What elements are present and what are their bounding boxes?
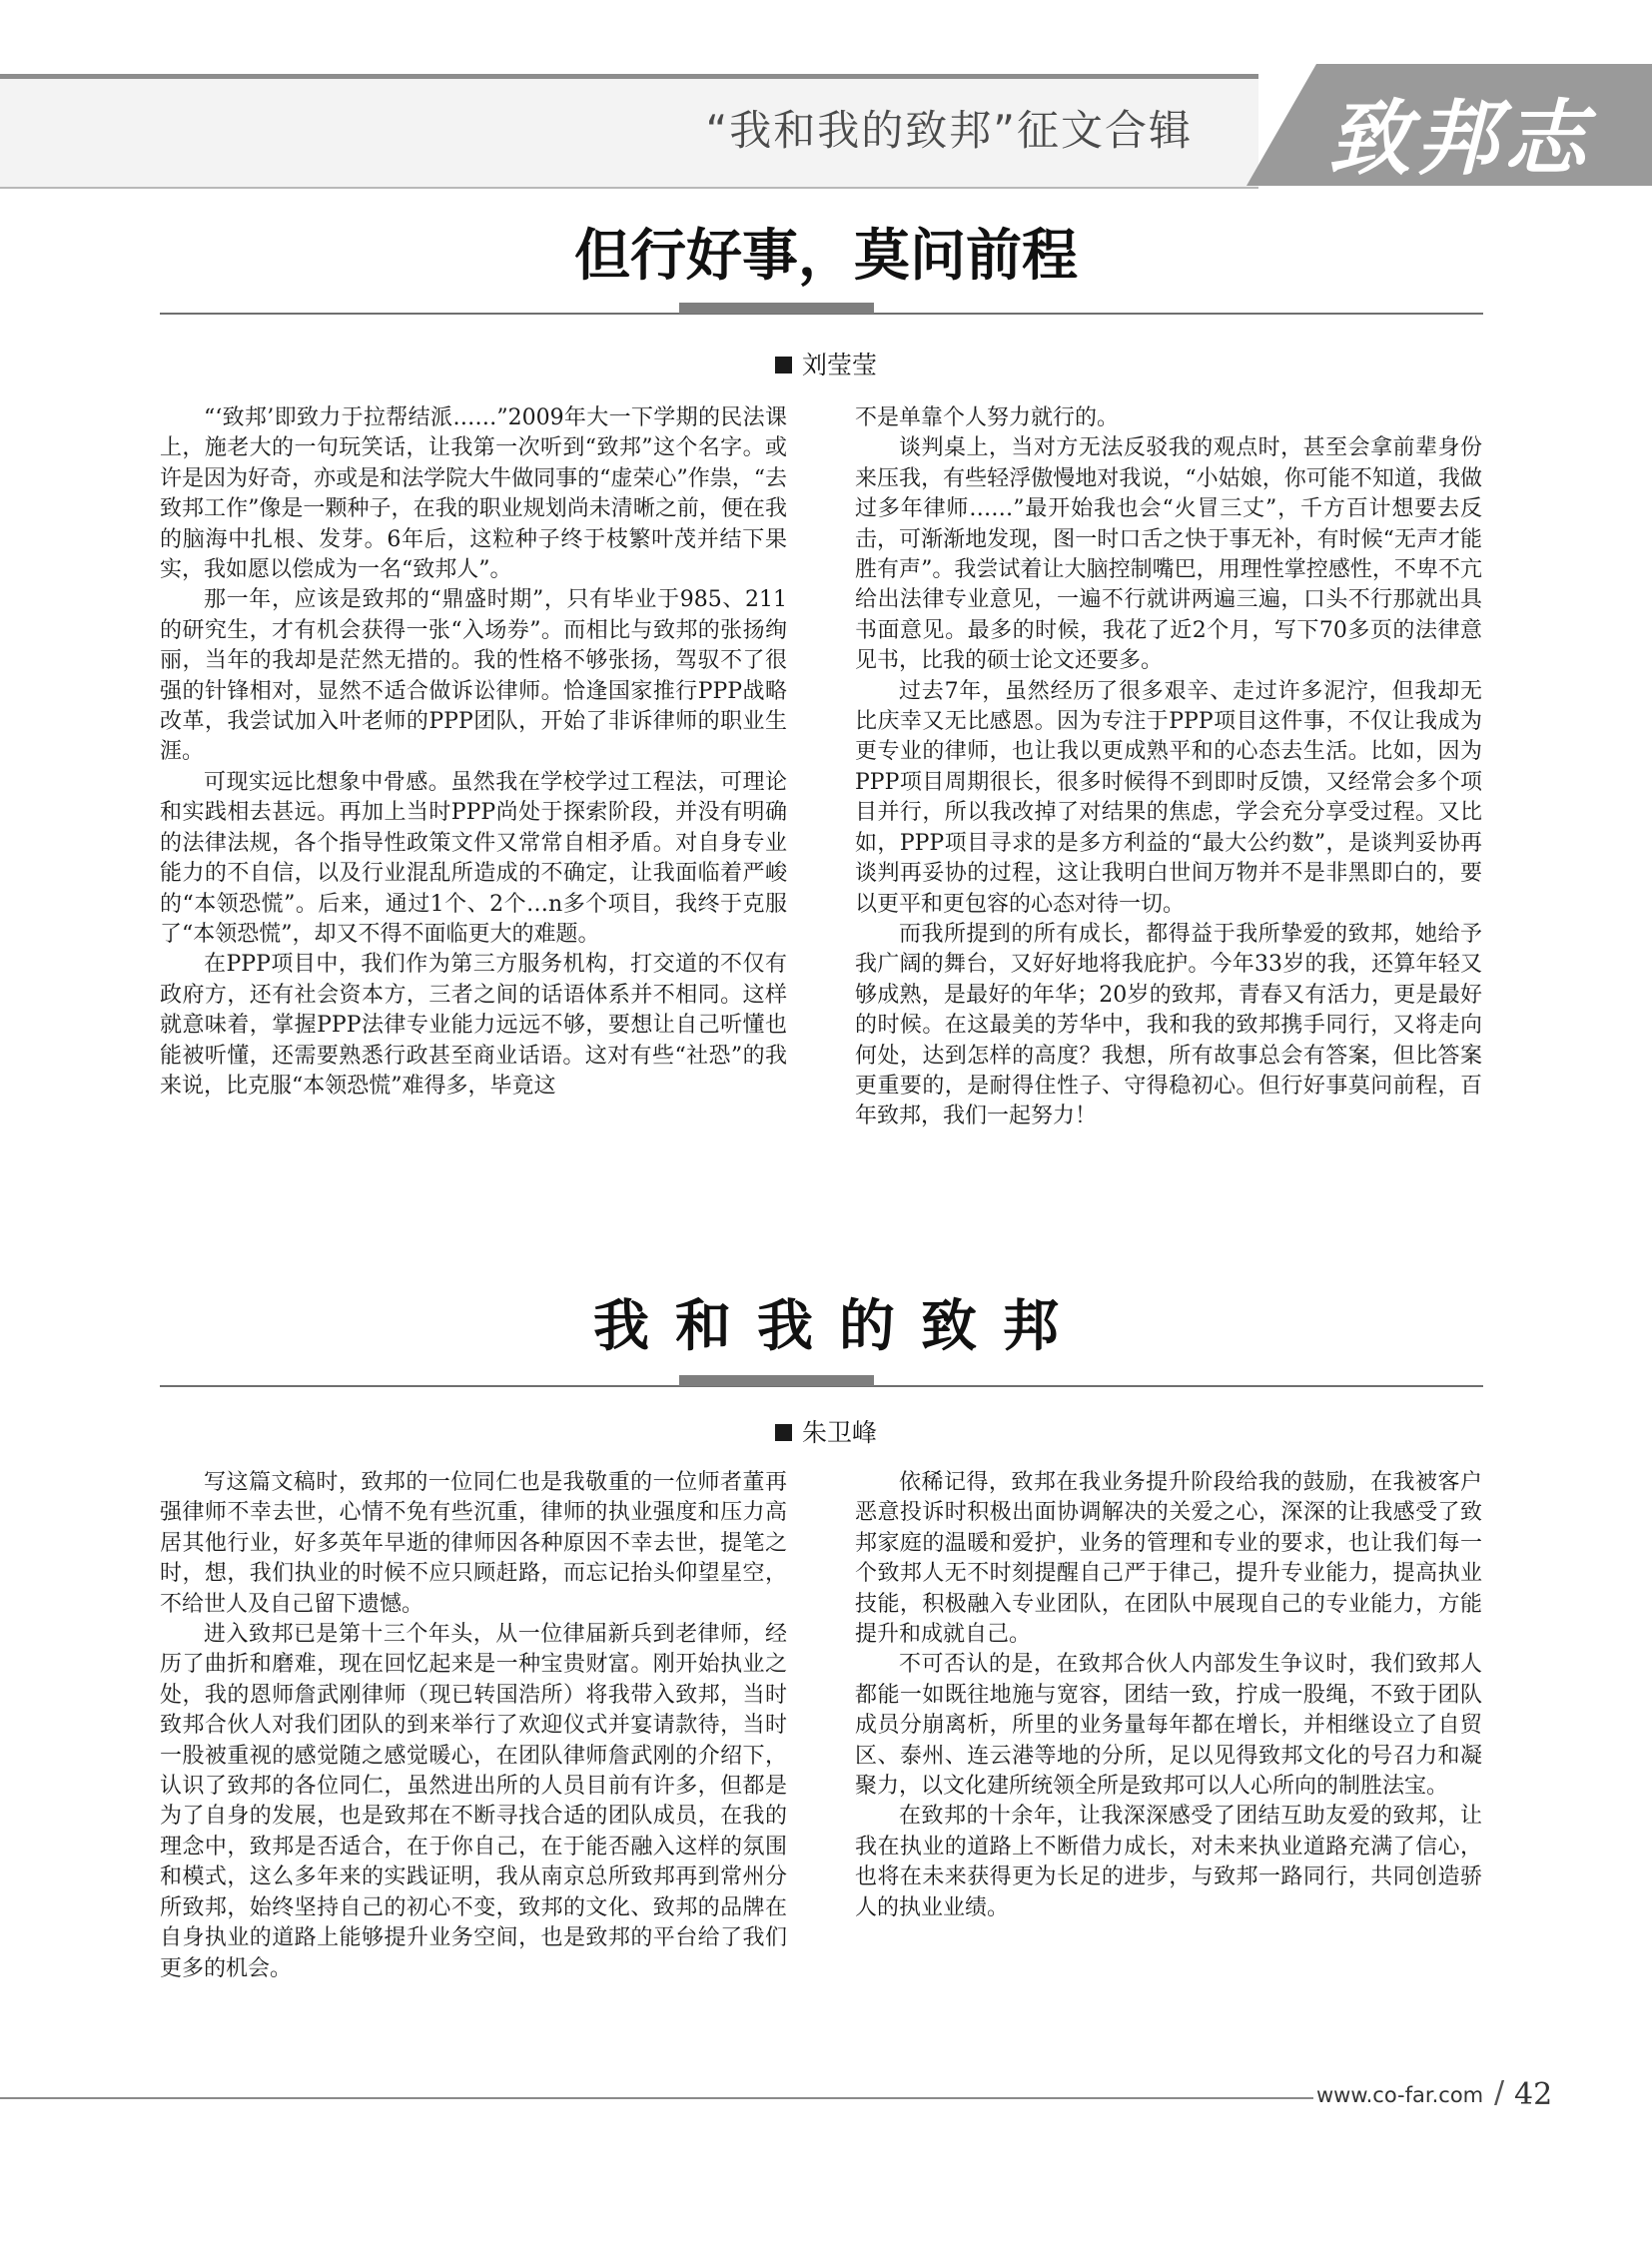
page-number: 42 [1514, 2077, 1553, 2112]
article1-paragraph-continuation: 不是单靠个人努力就行的。 [855, 405, 1120, 430]
article1-paragraph: 谈判桌上，当对方无法反驳我的观点时，甚至会拿前辈身份来压我，有些轻浮傲慢地对我说，“小姑娘，你可能不知道，我做过多年律师……”最开始我也会“火冒三丈”，千方百计想要去反击，可渐渐地发现，图一时口舌之快于事无补，有时候“无声才能胜有声”。我尝试着让大脑控制嘴巴，用理性掌控感性，不卑不亢给出法律专业意见，一遍不行就讲两遍三遍，口头不行那就出具书面意见。最多的时候，我花了近2个月，写下70多页的法律意见书，比我的硕士论文还要多。 [855, 435, 1482, 674]
article2-byline [0, 1413, 1652, 1449]
article2-paragraph: 不可否认的是，在致邦合伙人内部发生争议时，我们致邦人都能一如既往地施与宽容，团结一致，拧成一股绳，不致于团队成员分崩离析，所里的业务量每年都在增长，并相继设立了自贸区、泰州、连云港等地的分所，足以见得致邦文化的号召力和凝聚力，以文化建所统领全所是致邦可以人心所向的制胜法宝。 [855, 1652, 1482, 1800]
byline-square-icon [775, 1424, 792, 1441]
article2-paragraph: 依稀记得，致邦在我业务提升阶段给我的鼓励，在我被客户恶意投诉时积极出面协调解决的关爱之心，深深的让我感受了致邦家庭的温暖和爱护，业务的管理和专业的要求，也让我们每一个致邦人无不时刻提醒自己严于律己，提升专业能力，提高执业技能，积极融入专业团队，在团队中展现自己的专业能力，方能提升和成就自己。 [855, 1470, 1482, 1648]
article2-left-column [160, 1468, 787, 1984]
footer-rule [0, 2097, 1313, 2099]
article1-paragraph: 可现实远比想象中骨感。虽然我在学校学过工程法，可理论和实践相去甚远。再加上当时PPP尚处于探索阶段，并没有明确的法律法规，各个指导性政策文件又常常自相矛盾。对自身专业能力的不自信，以及行业混乱所造成的不确定，让我面临着严峻的“本领恐慌”。后来，通过1个、2个…n多个项目，我终于克服了“本领恐慌”，却又不得不面临更大的难题。 [160, 769, 787, 947]
footer-url: www.co-far.com [1316, 2083, 1484, 2107]
magazine-logo: 致邦志 [1328, 91, 1592, 187]
article2-paragraph: 在致邦的十余年，让我深深感受了团结互助友爱的致邦，让我在执业的道路上不断借力成长，对未来执业道路充满了信心，也将在未来获得更为长足的进步，与致邦一路同行，共同创造骄人的执业业绩。 [855, 1804, 1482, 1920]
article2-title: 我和我的致邦 [593, 1294, 1085, 1359]
article1-right-column [855, 403, 1482, 1132]
series-title: “我和我的致邦”征文合辑 [705, 106, 1193, 155]
footer-divider-slash: / [1494, 2075, 1505, 2110]
article1-paragraph: 在PPP项目中，我们作为第三方服务机构，打交道的不仅有政府方，还有社会资本方，三者之间的话语体系并不相同。这样就意味着，掌握PPP法律专业能力远远不够，要想让自己听懂也能被听懂，还需要熟悉行政甚至商业话语。这对有些“社恐”的我来说，比克服“本领恐慌”难得多，毕竟这 [160, 952, 787, 1099]
article1-byline [0, 346, 1652, 381]
byline-square-icon [775, 357, 792, 374]
article1-paragraph: 那一年，应该是致邦的“鼎盛时期”，只有毕业于985、211的研究生，才有机会获得一张“入场券”。而相比与致邦的张扬绚丽，当年的我却是茫然无措的。我的性格不够张扬，驾驭不了很强的针锋相对，显然不适合做诉讼律师。恰逢国家推行PPP战略改革，我尝试加入叶老师的PPP团队，开始了非诉律师的职业生涯。 [160, 587, 787, 765]
article1-paragraph: 过去7年，虽然经历了很多艰辛、走过许多泥泞，但我却无比庆幸又无比感恩。因为专注于PPP项目这件事，不仅让我成为更专业的律师，也让我以更成熟平和的心态去生活。比如，因为PPP项目周期很长，很多时候得不到即时反馈，又经常会多个项目并行，所以我改掉了对结果的焦虑，学会充分享受过程。又比如，PPP项目寻求的是多方利益的“最大公约数”，是谈判妥协再谈判再妥协的过程，这让我明白世间万物并不是非黑即白的，要以更平和更包容的心态对待一切。 [855, 678, 1482, 917]
article2-paragraph: 写这篇文稿时，致邦的一位同仁也是我敬重的一位师者董再强律师不幸去世，心情不免有些沉重，律师的执业强度和压力高居其他行业，好多英年早逝的律师因各种原因不幸去世，提笔之时，想，我们执业的时候不应只顾赶路，而忘记抬头仰望星空，不给世人及自己留下遗憾。 [160, 1470, 787, 1617]
article2-author: 朱卫峰 [801, 1418, 877, 1447]
article1-paragraph: “‘致邦’即致力于拉帮结派……”2009年大一下学期的民法课上，施老大的一句玩笑话，让我第一次听到“致邦”这个名字。或许是因为好奇，亦或是和法学院大牛做同事的“虚荣心”作祟，“去致邦工作”像是一颗种子，在我的职业规划尚未清晰之前，便在我的脑海中扎根、发芽。6年后，这粒种子终于枝繁叶茂并结下果实，我如愿以偿成为一名“致邦人”。 [160, 405, 787, 583]
article1-paragraph: 而我所提到的所有成长，都得益于我所挚爱的致邦，她给予我广阔的舞台，又好好地将我庇护。今年33岁的我，还算年轻又够成熟，是最好的年华；20岁的致邦，青春又有活力，更是最好的时候。在这最美的芳华中，我和我的致邦携手同行，又将走向何处，达到怎样的高度？我想，所有故事总会有答案，但比答案更重要的，是耐得住性子、守得稳初心。但行好事莫问前程，百年致邦，我们一起努力！ [855, 921, 1482, 1129]
article1-left-column [160, 403, 787, 1102]
article2-rule-accent [679, 1375, 874, 1386]
article1-title: 但行好事，莫问前程 [574, 224, 1078, 289]
article1-rule-accent [679, 303, 874, 314]
article2-paragraph: 进入致邦已是第十三个年头，从一位律届新兵到老律师，经历了曲折和磨难，现在回忆起来是一种宝贵财富。刚开始执业之处，我的恩师詹武刚律师（现已转国浩所）将我带入致邦，当时致邦合伙人对我们团队的到来举行了欢迎仪式并宴请款待，当时一股被重视的感觉随之感觉暖心，在团队律师詹武刚的介绍下，认识了致邦的各位同仁，虽然进出所的人员目前有许多，但都是为了自身的发展，也是致邦在不断寻找合适的团队成员，在我的理念中，致邦是否适合，在于你自己，在于能否融入这样的氛围和模式，这么多年来的实践证明，我从南京总所致邦再到常州分所致邦，始终坚持自己的初心不变，致邦的文化、致邦的品牌在自身执业的道路上能够提升业务空间，也是致邦的平台给了我们更多的机会。 [160, 1622, 787, 1981]
article1-author: 刘莹莹 [801, 351, 877, 379]
article2-right-column [855, 1468, 1482, 1923]
